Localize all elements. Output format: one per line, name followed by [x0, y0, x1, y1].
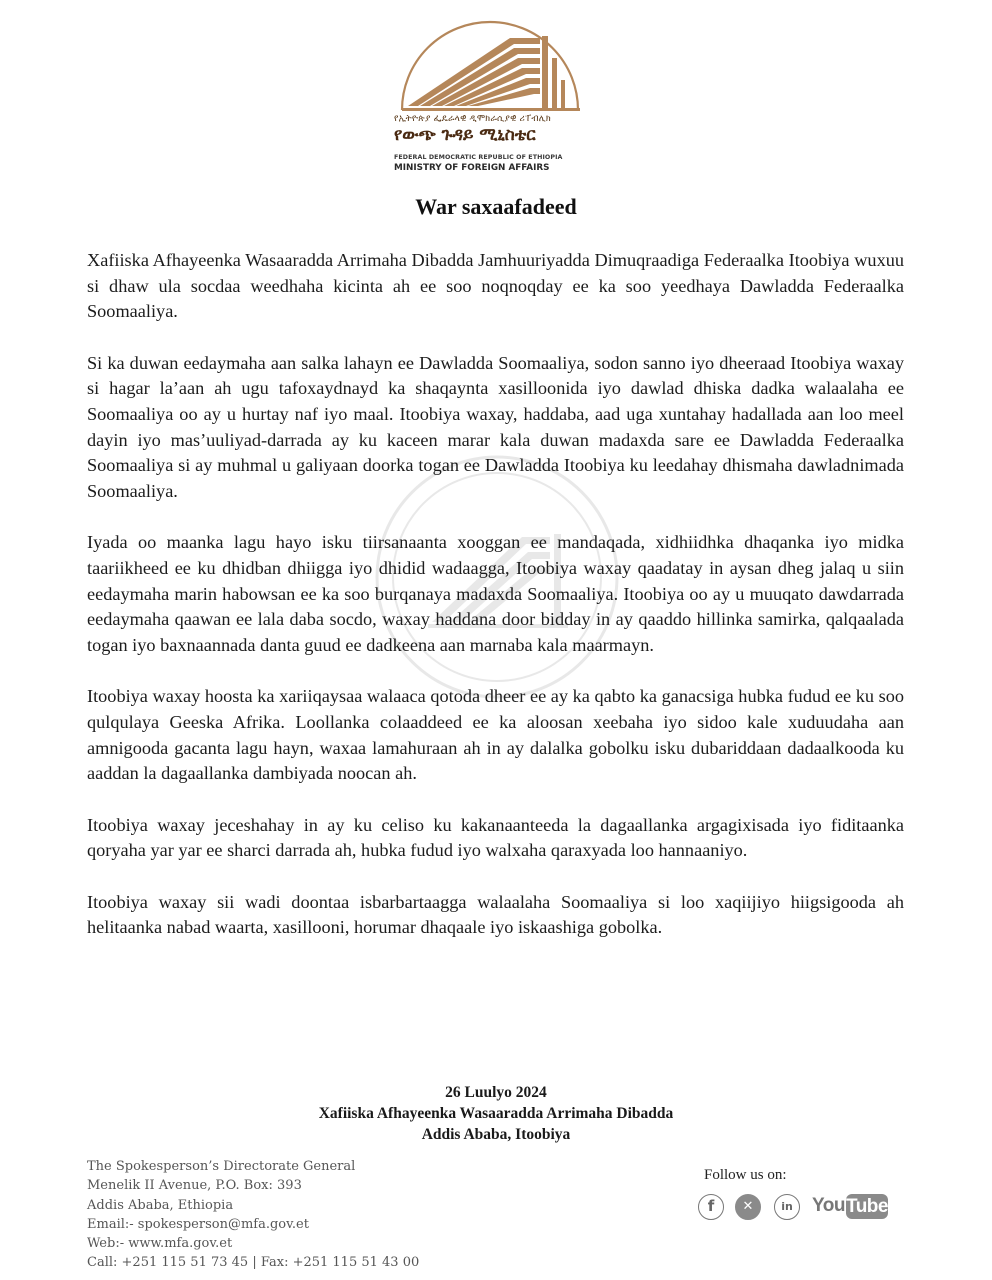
footer-address: Menelik II Avenue, P.O. Box: 393 [87, 1178, 302, 1194]
signoff-office: Xafiiska Afhayeenka Wasaaradda Arrimaha Dibadda [318, 1105, 674, 1122]
footer-phone: Call: +251 115 51 73 45 | Fax: +251 115 51 43 00 [87, 1255, 420, 1271]
footer-web[interactable]: Web:- www.mfa.gov.et [87, 1236, 233, 1252]
document-title: War saxaafadeed [415, 194, 577, 219]
logo-english-subtitle: FEDERAL DEMOCRATIC REPUBLIC OF ETHIOPIA [394, 154, 563, 161]
youtube-tube-badge[interactable]: Tube [846, 1196, 888, 1217]
contact-footer [87, 1157, 447, 1273]
logo-amharic-subtitle: የኢትዮጵያ ፌዴራላዊ ዲሞክራሲያዊ ሪፐብሊክ [394, 114, 551, 124]
signoff-block [0, 1082, 992, 1145]
logo-amharic-title: የውጭ ጉዳይ ሚኒስቴር [394, 125, 536, 145]
signoff-place: Addis Ababa, Itoobiya [421, 1126, 571, 1143]
logo-english-title: MINISTRY OF FOREIGN AFFAIRS [394, 163, 550, 173]
paragraph-3: Iyada oo maanka lagu hayo isku tiirsanaanta xooggan ee mandaqada, xidhiidhka dhaqanka iyo midka taariikheed ee ku dhidban dhiigga iyo dhidid wadaagga, Itoobiya waxay qaadatay in aysan dheg jalaq u siin eedaymaha marin habowsan ee ka soo burqanaya madaxda Soomaaliya. Itoobiya oo ay u muuqato dawdarrada eedaymaha qaawan ee lala daba socdo, waxay haddana door bidday in ay qaaddo hillinka samirka, qalqaalada togan iyo baxnaannada danta guud ee dadkeena aan marnaba kala maarmayn. [87, 532, 904, 655]
signoff-date: 26 Luulyo 2024 [445, 1084, 547, 1101]
paragraph-4: Itoobiya waxay hoosta ka xariiqaysaa walaaca qotoda dheer ee ay ka qabto ka ganacsiga hubka fudud ee ku soo qulqulaya Geeska Afrika. Loollanka colaaddeed ee ka aloosan xeebaha iyo sidoo kale xuduudaha aan amnigooda gacanta lagu hayn, waxaa lamahuraan ah in ay dalalka gobolku isku dubariddaan dadaalkooda ku aaddan la dagaallanka dambiyada noocan ah. [87, 686, 904, 784]
paragraph-2: Si ka duwan eedaymaha aan salka lahayn ee Dawladda Soomaaliya, sodon sanno iyo dheeraad Itoobiya waxay si hagar la’aan ah ugu tafoxaydnayd ka shaqaynta xasilloonida iyo dawlad dhiska dadka walaalaha ee Soomaaliya oo ay u hurtay naf iyo maal. Itoobiya waxay, haddaba, aad uga xuntahay hadallada aan loo meel dayin iyo mas’uuliyad-darrada ay ku kaceen marar kala duwan madaxda sare ee Dawladda Federaalka Soomaaliya si ay muhmal u galiyaan doorka togan ee Dawladda Itoobiya ku leedahay dhismaha dawladnimada Soomaaliya. [87, 352, 904, 501]
paragraph-1: Xafiiska Afhayeenka Wasaaradda Arrimaha Dibadda Jamhuuriyadda Dimuqraadiga Federaalka Itoobiya wuxuu si dhaw ula socdaa weedhaha kicinta ah ee soo noqnoqday ee ka soo yeedhaya Dawladda Federaalka Soomaaliya. [87, 250, 904, 322]
footer-city: Addis Ababa, Ethiopia [87, 1197, 234, 1213]
building-emblem-icon [390, 18, 590, 114]
linkedin-icon[interactable]: in [774, 1194, 800, 1220]
footer-email[interactable]: Email:- spokesperson@mfa.gov.et [87, 1216, 309, 1232]
youtube-icon[interactable]: You [812, 1195, 845, 1216]
press-release-body [87, 248, 904, 967]
follow-us-label: Follow us on: [704, 1167, 787, 1183]
facebook-icon[interactable]: f [698, 1194, 724, 1220]
paragraph-5: Itoobiya waxay jeceshahay in ay ku celiso ku kakanaanteeda la dagaallanka argagixisada iyo fiditaanka qoryaha yar yar ee sharci darrada ah, hubka fudud iyo walxaha qaraxyada loo hannaaniyo. [87, 814, 904, 861]
x-twitter-icon[interactable]: ✕ [735, 1194, 761, 1220]
social-links [698, 1192, 888, 1222]
paragraph-6: Itoobiya waxay sii wadi doontaa isbarbartaagga walaalaha Soomaaliya si loo xaqiijiyo hiigsigooda ah helitaanka nabad waarta, xasillooni, horumar dhaqaale iyo iskaashiga gobolka. [87, 891, 904, 938]
ministry-logo [390, 18, 590, 178]
footer-directorate: The Spokesperson’s Directorate General [87, 1159, 356, 1174]
